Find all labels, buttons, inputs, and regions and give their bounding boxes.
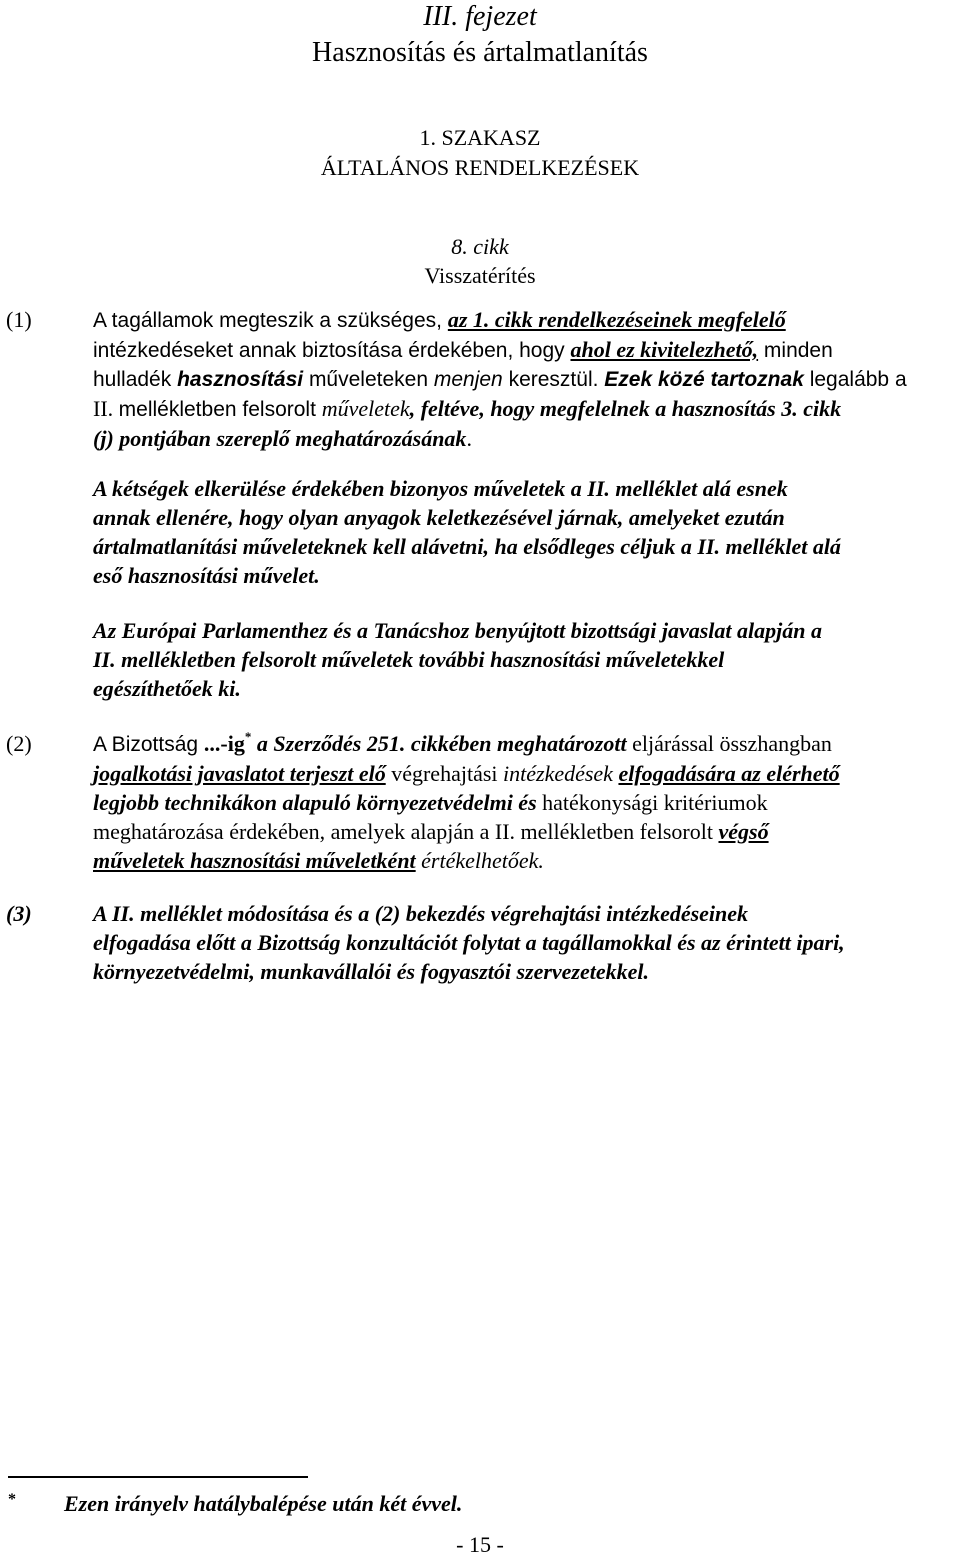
amended-text-run: műveletek hasznosítási műveletként [93,848,416,873]
amended-text-run: legjobb technikákon alapuló környezetvédelmi és [93,790,537,815]
amended-text-run: az 1. cikk rendelkezéseinek megfelelő [447,307,786,332]
text-line: egészíthetőek ki. [93,676,241,701]
page-number: - 15 - [456,1532,504,1557]
text-run: mellékletben felsorolt [118,398,322,421]
text-run: A Bizottság [93,733,204,756]
text-run: végrehajtási [385,761,504,786]
text-run: eljárással összhangban [626,731,832,756]
paragraph-1-subparagraph-2 [93,474,955,590]
amended-text-run: hasznosítási [177,368,304,391]
paragraph-1-line-1 [93,305,955,335]
paragraph-1-number: (1) [6,307,32,332]
footnote-reference: * [244,729,252,744]
footnote-text: Ezen irányelv hatálybalépése után két évvel. [64,1491,463,1516]
chapter-title: Hasznosítás és ártalmatlanítás [312,37,648,68]
amended-text-run: jogalkotási javaslatot terjeszt elő [93,761,386,786]
amended-text-run: intézkedések [503,761,613,786]
amended-text-run: értékelhetőek. [421,848,544,873]
text-line: A kétségek elkerülése érdekében bizonyos műveletek a II. melléklet alá esnek [93,476,788,501]
paragraph-3 [93,899,955,986]
text-run: minden [758,339,833,362]
text-run: meghatározása érdekében, amelyek alapján a II. mellékletben felsorolt [93,819,719,844]
text-line: ártalmatlanítási műveleteknek kell alávetni, ha elsődleges céljuk a II. melléklet alá [93,534,841,559]
paragraph-2-line-3 [93,788,955,817]
chapter-number: III. fejezet [423,1,537,32]
paragraph-2-line-2 [93,759,955,788]
text-run: A tagállamok megteszik a szükséges, [93,309,448,332]
text-line: annak ellenére, hogy olyan anyagok keletkezésével járnak, amelyeket ezután [93,505,785,530]
amended-text-run: elfogadására az elérhető [618,761,840,786]
text-line: eső hasznosítási művelet. [93,563,320,588]
text-run: műveleteken [303,368,434,391]
paragraph-2 [93,729,955,875]
paragraph-1-subparagraph-3 [93,616,955,703]
amended-text-run: Ezek közé tartoznak [604,368,804,391]
text-line: Az Európai Parlamenthez és a Tanácshoz benyújtott bizottsági javaslat alapján a [93,618,822,643]
text-run: legalább a [803,368,907,391]
text-line: környezetvédelmi, munkavállalói és fogyasztói szervezetekkel. [93,959,650,984]
text-run: . [466,426,472,451]
text-line: II. mellékletben felsorolt műveletek további hasznosítási műveletekkel [93,647,725,672]
amended-text-run: , feltéve, hogy megfelelnek a hasznosítás 3. cikk [409,396,842,421]
amended-text-run: műveletek [321,396,410,421]
text-run: hulladék [93,368,178,391]
paragraph-1-line-3 [93,365,955,394]
text-run: hatékonysági kritériumok [536,790,768,815]
amended-text-run: ...-ig [203,731,245,756]
amended-text-run: menjen [433,368,503,391]
paragraph-1-line-2 [93,335,955,365]
text-line: elfogadása előtt a Bizottság konzultációt folytat a tagállamokkal és az érintett ipari, [93,930,845,955]
paragraph-2-line-4 [93,817,955,846]
paragraph-3-number: (3) [6,901,32,926]
text-line: A II. melléklet módosítása és a (2) bekezdés végrehajtási intézkedéseinek [93,901,749,926]
text-run: II. [93,396,119,421]
paragraph-2-number: (2) [6,731,32,756]
amended-text-run: (j) pontjában szereplő meghatározásának [93,426,467,451]
amended-text-run: ahol ez kivitelezhető, [570,337,759,362]
text-run: keresztül. [502,368,605,391]
paragraph-1-line-5 [93,424,955,453]
paragraph-1 [93,305,955,453]
amended-text-run: a Szerződés 251. cikkében meghatározott [251,731,627,756]
article-number: 8. cikk [451,234,509,259]
section-title: ÁLTALÁNOS RENDELKEZÉSEK [320,155,640,180]
footnote-mark: * [8,1491,16,1508]
paragraph-2-line-5 [93,846,955,875]
amended-text-run: végső [718,819,769,844]
paragraph-2-line-1 [93,729,955,759]
section-number: 1. SZAKASZ [419,125,541,150]
text-run: intézkedéseket annak biztosítása érdekében, hogy [93,339,571,362]
paragraph-1-line-4 [93,394,955,424]
footnote-separator [8,1476,308,1478]
article-title: Visszatérítés [424,263,536,288]
